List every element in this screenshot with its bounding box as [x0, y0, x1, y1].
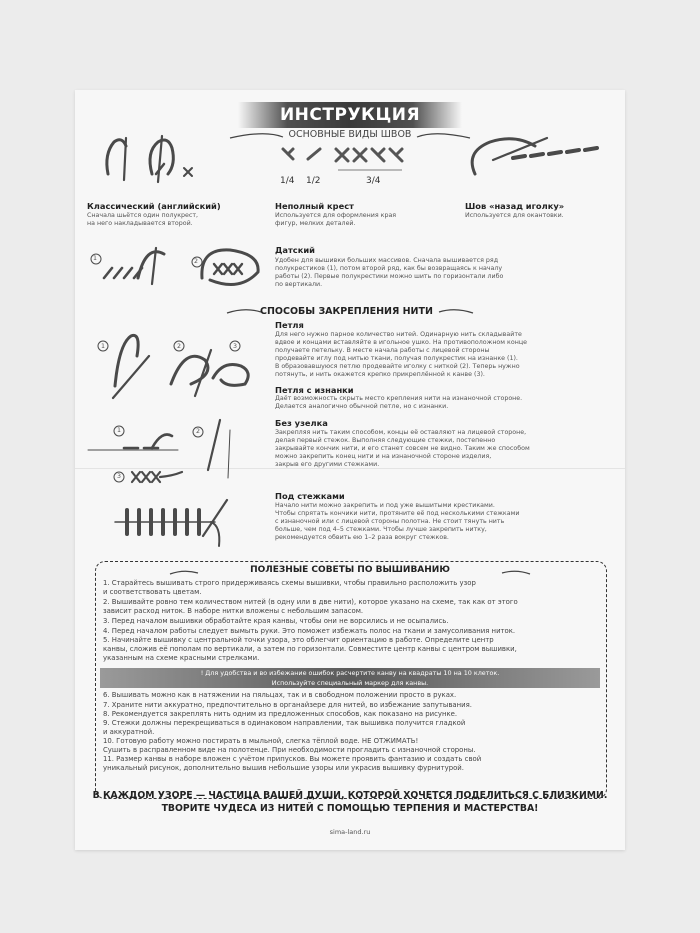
danish-text-2: полукрестиков (1), потом второй ряд, как бы возвращаясь к началу	[275, 265, 503, 272]
under-stitches-text-2: Чтобы спрятать кончики нити, протяните её под несколькими стежками	[275, 510, 520, 517]
danish-marker-1: 1	[93, 255, 98, 262]
tip-line-1: 1. Старайтесь вышивать строго придерживаясь схемы вышивки, чтобы правильно расположить узор	[103, 579, 476, 587]
no-knot-text-5: закрыв его другими стежками.	[275, 461, 380, 468]
partial-cross-text-1: Используется для оформления края	[275, 212, 397, 219]
danish-stitch-illustration	[90, 244, 270, 292]
no-knot-text-2: делая первый стежок. Выполняя следующие стежки, постепенно	[275, 437, 496, 444]
partial-cross-title: Неполный крест	[275, 201, 354, 211]
no-knot-title: Без узелка	[275, 418, 328, 428]
danish-marker-2: 2	[194, 258, 199, 265]
loop-text-5: В образовавшуюся петлю продевайте иголку с ниткой (2). Теперь нужно	[275, 363, 520, 370]
loop-marker-3: 3	[233, 343, 238, 350]
closing-line-2: ТВОРИТЕ ЧУДЕСА ИЗ НИТЕЙ С ПОМОЩЬЮ ТЕРПЕНИЯ И МАСТЕРСТВА!	[161, 802, 539, 814]
fraction-three-quarter: 3/4	[366, 176, 381, 186]
tip-note-line-2: Используйте специальный маркер для канвы.	[271, 679, 429, 687]
under-stitches-text-4: больше, чем под 4–5 стежками. Чтобы лучше закрепить нитку,	[275, 526, 487, 533]
tip-line-5: 3. Перед началом вышивки обработайте края канвы, чтобы они не ворсились и не осыпались.	[103, 617, 449, 625]
under-stitches-text-5: рекомендуется обвить ею 1–2 раза вокруг стежков.	[275, 534, 449, 541]
tip-line-14: и аккуратной.	[103, 728, 155, 736]
no-knot-marker-1: 1	[117, 427, 122, 434]
tip-line-17: 11. Размер канвы в наборе вложен с учётом припусков. Вы можете проявить фантазию и создать свой	[103, 755, 482, 763]
loop-back-text-2: Делается аналогично обычной петле, но с изнанки.	[275, 403, 449, 410]
no-knot-text-4: можно закрепить конец нити и на изнаночной стороне изделия,	[275, 453, 492, 460]
tip-line-10: 6. Вышивать можно как в натяжении на пяльцах, так и в свободном положении просто в руках.	[103, 691, 457, 699]
danish-text-3: работы (2). Первые полукрестики можно шить по горизонтали либо	[275, 273, 504, 280]
under-stitches-illustration	[115, 496, 240, 554]
tip-note-bar	[100, 668, 600, 688]
loop-text-1: Для него нужно парное количество нитей. Одинарную нить складывайте	[275, 331, 522, 338]
tip-line-16: Сушить в расправленном виде на полотенце. При необходимости прогладить с изнаночной стороны.	[103, 746, 476, 754]
loop-marker-1: 1	[101, 343, 106, 350]
under-stitches-text-1: Начало нити можно закрепить и под уже вышитыми крестиками.	[275, 502, 495, 509]
tip-line-11: 7. Храните нити аккуратно, предпочтительно в органайзере для нитей, во избежание запутывания.	[103, 701, 472, 709]
classic-stitch-text-2: на него накладывается второй.	[87, 220, 193, 227]
tips-title: ПОЛЕЗНЫЕ СОВЕТЫ ПО ВЫШИВАНИЮ	[250, 565, 450, 575]
tip-line-13: 9. Стежки должны перекрещиваться в одинаковом направлении, так вышивка получится гладкой	[103, 719, 466, 727]
tip-line-3: 2. Вышивайте ровно тем количеством нитей (в одну или в две нити), которое указано на схеме, так как от этого	[103, 598, 518, 606]
tip-line-15: 10. Готовую работу можно постирать в мыльной, слегка тёплой воде. НЕ ОТЖИМАТЬ!	[103, 737, 419, 745]
tip-line-8: канвы, сложив её пополам по вертикали, а затем по горизонтали. Совместите центр канвы с центром вышивки,	[103, 645, 517, 653]
loop-text-4: продевайте иглу под нитью ткани, получая полукрестик на изнанке (1).	[275, 355, 518, 362]
fraction-half: 1/2	[306, 176, 321, 186]
tip-line-6: 4. Перед началом работы следует вымыть руки. Это поможет избежать полос на ткани и замусоливания ниток.	[103, 627, 516, 635]
securing-section-title: СПОСОБЫ ЗАКРЕПЛЕНИЯ НИТИ	[260, 306, 433, 317]
no-knot-marker-3: 3	[117, 473, 122, 480]
classic-stitch-illustration	[100, 134, 200, 194]
loop-title: Петля	[275, 320, 304, 330]
page-title: ИНСТРУКЦИЯ	[279, 105, 421, 125]
website-label: sima-land.ru	[329, 828, 371, 836]
fraction-quarter: 1/4	[280, 176, 295, 186]
no-knot-text-1: Закрепляя нить таким способом, концы её оставляют на лицевой стороне,	[275, 429, 527, 436]
tip-line-7: 5. Начинайте вышивку с центральной точки узора, это облегчит ориентацию в работе. Определите центр	[103, 636, 494, 644]
backstitch-text-1: Используется для окантовки.	[465, 212, 564, 219]
partial-cross-text-2: фигур, мелких деталей.	[275, 220, 356, 227]
danish-text-4: по вертикали.	[275, 281, 323, 288]
under-stitches-text-3: с изнаночной или с лицевой стороны полотна. Не стоит тянуть нить	[275, 518, 505, 525]
tip-line-2: и соответствовать цветам.	[103, 588, 202, 596]
page-subtitle: ОСНОВНЫЕ ВИДЫ ШВОВ	[288, 129, 412, 140]
no-knot-text-3: закрывайте кончик нити, и его станет совсем не видно. Таким же способом	[275, 445, 530, 452]
loop-text-3: получаете петельку. В месте начала работы с лицевой стороны	[275, 347, 490, 354]
tip-line-9: указанным на схеме красными стрелками.	[103, 654, 260, 662]
loop-text-2: вдвое и концами вставляйте в игольное ушко. На противоположном конце	[275, 339, 527, 346]
title-banner	[238, 102, 462, 128]
loop-back-text-1: Даёт возможность скрыть место крепления нити на изнаночной стороне.	[275, 395, 523, 402]
tip-line-4: зависит расход ниток. В наборе нитки вложены с небольшим запасом.	[103, 607, 364, 615]
danish-text-1: Удобен для вышивки больших массивов. Сначала вышивается ряд	[275, 257, 499, 264]
under-stitches-title: Под стежками	[275, 491, 345, 501]
no-knot-marker-2: 2	[196, 428, 201, 435]
no-knot-illustration	[88, 420, 273, 490]
loop-back-title: Петля с изнанки	[275, 385, 354, 395]
partial-cross-illustration	[278, 146, 428, 191]
closing-message	[80, 790, 620, 815]
loop-marker-2: 2	[177, 343, 182, 350]
backstitch-title: Шов «назад иголку»	[465, 201, 565, 211]
classic-stitch-title: Классический (английский)	[87, 201, 221, 211]
closing-line-1: В КАЖДОМ УЗОРЕ — ЧАСТИЦА ВАШЕЙ ДУШИ, КОТОРОЙ ХОЧЕТСЯ ПОДЕЛИТЬСЯ С БЛИЗКИМИ.	[92, 790, 608, 801]
loop-text-6: потянуть, и нить окажется крепко прикреплённой к канве (3).	[275, 371, 485, 378]
loop-illustration	[95, 326, 270, 401]
tip-line-12: 8. Рекомендуется закреплять нить одним из предложенных способов, как показано на рисунке.	[103, 710, 458, 718]
classic-stitch-text-1: Сначала шьётся один полукрест,	[87, 212, 199, 219]
danish-stitch-title: Датский	[275, 245, 315, 255]
tip-line-18: уникальный рисунок, дополнительно вышив небольшие узоры или украсив вышивку фурнитурой.	[103, 764, 464, 772]
backstitch-illustration	[465, 132, 605, 187]
tip-note-line-1: ! Для удобства и во избежание ошибок расчертите канву на квадраты 10 на 10 клеток.	[200, 669, 500, 677]
